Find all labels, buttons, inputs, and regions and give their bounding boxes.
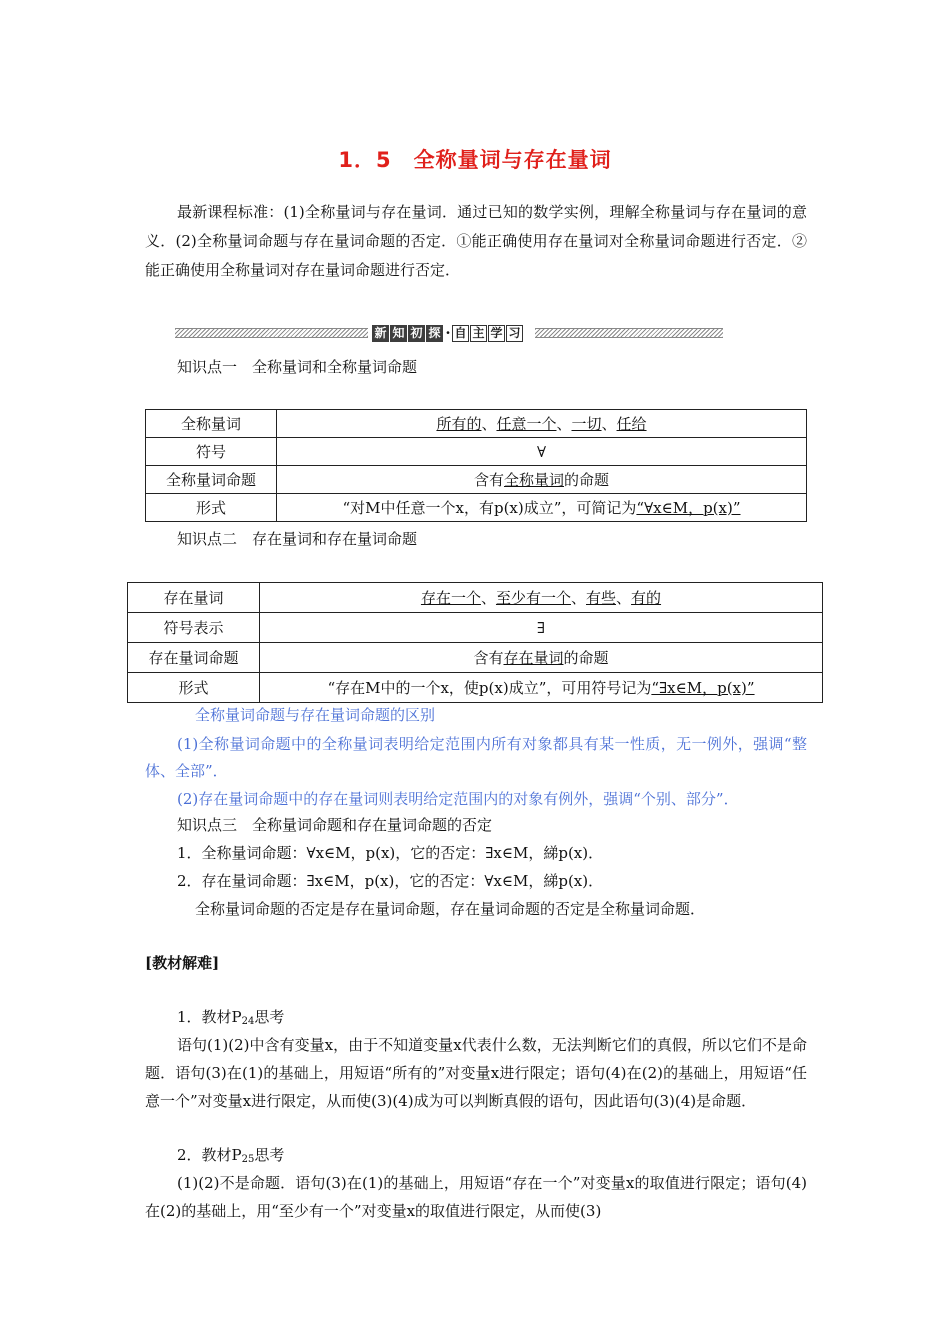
banner-tile: 知: [390, 325, 407, 342]
kp1-table: [145, 409, 807, 522]
curriculum-standard: 最新课程标准：(1)全称量词与存在量词．通过已知的数学实例，理解全称量词与存在量词的意义．(2)全称量词命题与存在量词命题的否定．①能正确使用存在量词对全称量词命题进行否定．②能正确使用全称量词对存在量词命题进行否定．: [145, 203, 807, 279]
table-label: 形式: [128, 673, 260, 703]
banner-tile: 初: [408, 325, 425, 342]
banner-tile: 习: [506, 325, 523, 342]
table-value: 所有的、任意一个、一切、任给: [277, 410, 807, 438]
textbook-item-2-body: (1)(2)不是命题．语句(3)在(1)的基础上，用短语“存在一个”对变量x的取值进行限定；语句(4)在(2)的基础上，用“至少有一个”对变量x的取值进行限定，从而使(3): [145, 1174, 807, 1220]
textbook-item-2-title: 2．教材$P_{25}$思考: [177, 1146, 285, 1165]
textbook-heading: [教材解难]: [145, 954, 220, 972]
table-value: 含有存在量词的命题: [260, 643, 823, 673]
table-label: 符号: [146, 438, 277, 466]
table-row: [146, 466, 807, 494]
banner-tiles: [372, 322, 524, 344]
table-value: ∀: [277, 438, 807, 466]
kp2-table: [127, 582, 823, 703]
kp3-line-1: 1．全称量词命题：∀x∈M，p(x)，它的否定：∃x∈M，綈p(x)．: [177, 844, 604, 862]
kp3-heading: 知识点三 全称量词命题和存在量词命题的否定: [177, 816, 493, 834]
banner-tile: 主: [470, 325, 487, 342]
table-row: [128, 583, 823, 613]
table-value: ∃: [260, 613, 823, 643]
banner-separator: ·: [445, 324, 451, 342]
banner-tile: 自: [452, 325, 469, 342]
kp3-line-3: 全称量词命题的否定是存在量词命题，存在量词命题的否定是全称量词命题．: [195, 900, 706, 918]
textbook-item-1-body: 语句(1)(2)中含有变量x，由于不知道变量x代表什么数，无法判断它们的真假，所以它们不是命题．语句(3)在(1)的基础上，用短语“所有的”对变量x进行限定；语句(4)在(2)的基础上，用短语“任意一个”对变量x进行限定，从而使(3)(4)成为可以判断真假的语句，因此语句(3)(4)是命题．: [145, 1036, 807, 1110]
kp3-line-2: 2．存在量词命题：∃x∈M，p(x)，它的否定：∀x∈M，綈p(x)．: [177, 872, 604, 890]
page-title: 1．5 全称量词与存在量词: [338, 148, 612, 172]
banner-tile: 学: [488, 325, 505, 342]
note-point-2: (2)存在量词命题中的存在量词则表明给定范围内的对象有例外，强调“个别、部分”．: [177, 790, 739, 808]
table-label: 存在量词命题: [128, 643, 260, 673]
kp1-heading: 知识点一 全称量词和全称量词命题: [177, 358, 418, 376]
textbook-item-1-title: 1．教材$P_{24}$思考: [177, 1008, 285, 1027]
table-value: 存在一个、至少有一个、有些、有的: [260, 583, 823, 613]
banner-tile: 探: [426, 325, 443, 342]
banner-hatch-right: [535, 328, 723, 338]
table-value: “对M中任意一个x，有p(x)成立”，可简记为“∀x∈M，p(x)”: [277, 494, 807, 522]
table-row: [128, 613, 823, 643]
table-row: [146, 494, 807, 522]
table-value: “存在M中的一个x，使p(x)成立”，可用符号记为“∃x∈M，p(x)”: [260, 673, 823, 703]
kp2-heading: 知识点二 存在量词和存在量词命题: [177, 530, 418, 548]
table-label: 形式: [146, 494, 277, 522]
note-point-1: (1)全称量词命题中的全称量词表明给定范围内所有对象都具有某一性质，无一例外，强调“整体、全部”．: [145, 735, 807, 780]
table-row: [146, 410, 807, 438]
table-row: [128, 673, 823, 703]
banner-hatch-left: [175, 328, 368, 338]
table-row: [128, 643, 823, 673]
table-label: 符号表示: [128, 613, 260, 643]
section-banner: [175, 322, 723, 344]
table-value: 含有全称量词的命题: [277, 466, 807, 494]
table-label: 全称量词命题: [146, 466, 277, 494]
banner-tile: 新: [372, 325, 389, 342]
table-row: [146, 438, 807, 466]
note-title: 全称量词命题与存在量词命题的区别: [195, 706, 436, 724]
table-label: 全称量词: [146, 410, 277, 438]
table-label: 存在量词: [128, 583, 260, 613]
